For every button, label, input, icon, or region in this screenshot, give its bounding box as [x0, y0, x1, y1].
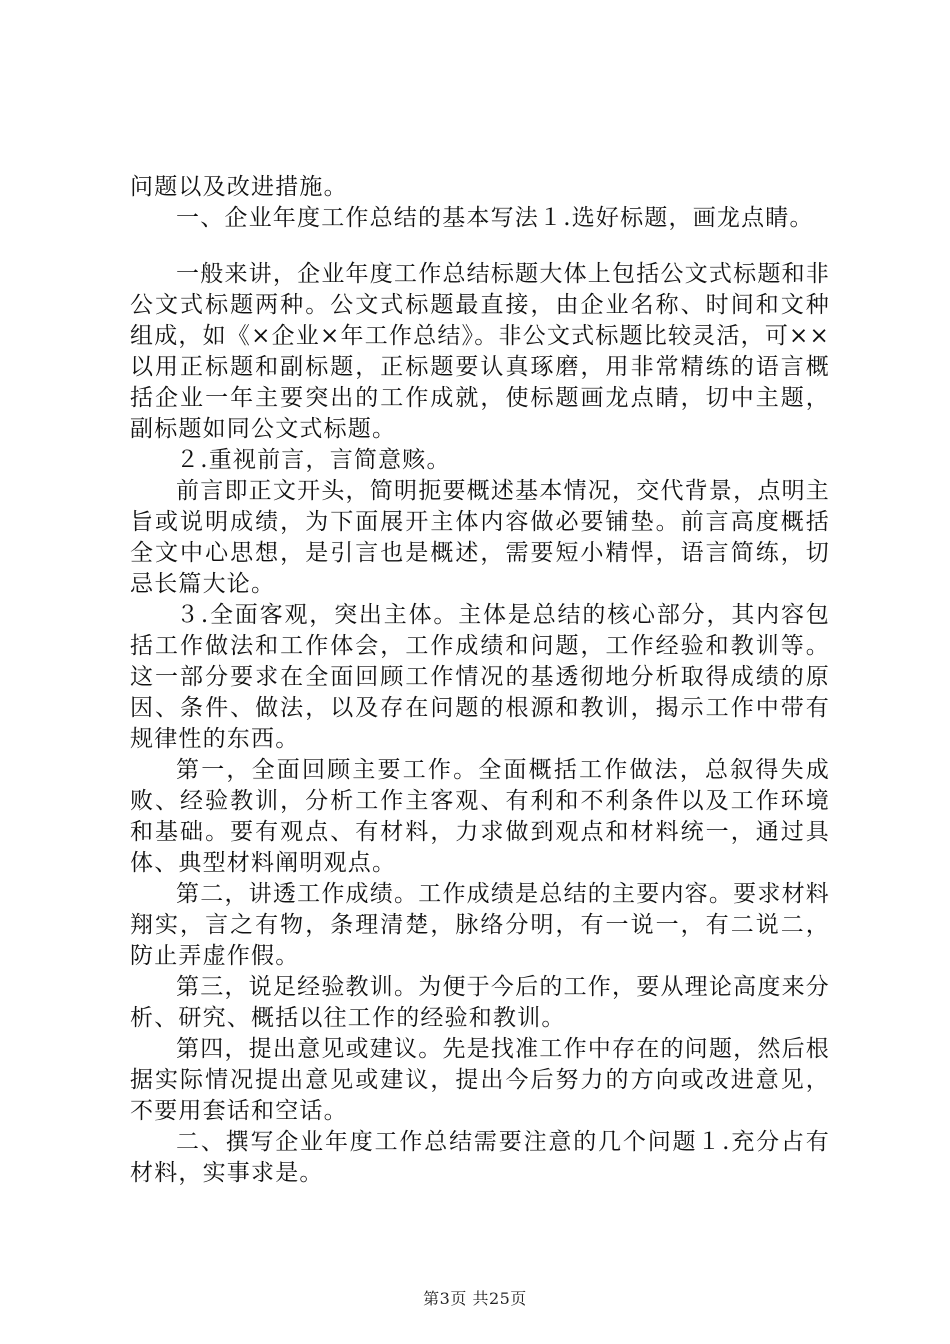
paragraph-11: 二、撰写企业年度工作总结需要注意的几个问题１.充分占有材料，实事求是。 [130, 1129, 830, 1186]
document-body [130, 172, 830, 1189]
paragraph-9: 第三，说足经验教训。为便于今后的工作，要从理论高度来分析、研究、概括以往工作的经验和教训。 [130, 974, 830, 1031]
paragraph-6: ３.全面客观，突出主体。主体是总结的核心部分，其内容包括工作做法和工作体会，工作成绩和问题，工作经验和教训等。这一部分要求在全面回顾工作情况的基透彻地分析取得成绩的原因、条件、做法，以及存在问题的根源和教训，揭示工作中带有规律性的东西。 [130, 602, 830, 752]
paragraph-10: 第四，提出意见或建议。先是找准工作中存在的问题，然后根据实际情况提出意见或建议，提出今后努力的方向或改进意见，不要用套话和空话。 [130, 1036, 830, 1124]
paragraph-7: 第一，全面回顾主要工作。全面概括工作做法，总叙得失成败、经验教训，分析工作主客观、有利和不利条件以及工作环境和基础。要有观点、有材料，力求做到观点和材料统一，通过具体、典型材料阐明观点。 [130, 757, 830, 876]
paragraph-3: 一般来讲，企业年度工作总结标题大体上包括公文式标题和非公文式标题两种。公文式标题最直接，由企业名称、时间和文种组成，如《×企业×年工作总结》。非公文式标题比较灵活，可××以用正标题和副标题，正标题要认真琢磨，用非常精练的语言概括企业一年主要突出的工作成就，使标题画龙点睛，切中主题，副标题如同公文式标题。 [130, 261, 830, 442]
paragraph-8: 第二，讲透工作成绩。工作成绩是总结的主要内容。要求材料翔实，言之有物，条理清楚，脉络分明，有一说一，有二说二，防止弄虚作假。 [130, 881, 830, 969]
paragraph-4: ２.重视前言，言简意赅。 [176, 447, 451, 473]
page-number-footer: 第3页 共25页 [423, 1289, 527, 1308]
paragraph-5: 前言即正文开头，简明扼要概述基本情况，交代背景，点明主旨或说明成绩，为下面展开主体内容做必要铺垫。前言高度概括全文中心思想，是引言也是概述，需要短小精悍，语言简练，切忌长篇大论。 [130, 478, 830, 597]
paragraph-2: 一、企业年度工作总结的基本写法１.选好标题，画龙点睛。 [176, 205, 814, 231]
paragraph-1: 问题以及改进措施。 [130, 174, 348, 200]
